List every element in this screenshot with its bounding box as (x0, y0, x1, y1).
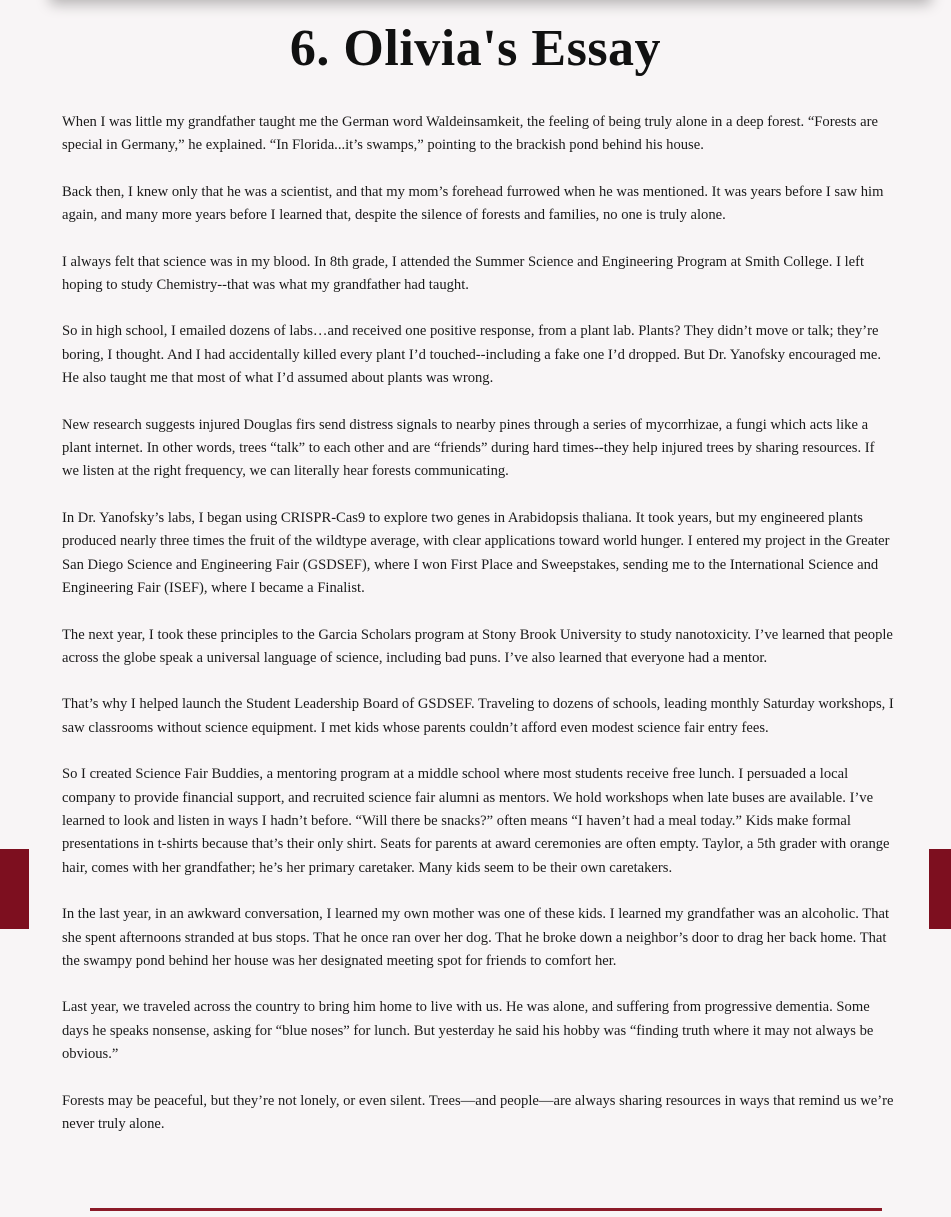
next-slide-tab[interactable] (929, 849, 951, 929)
essay-paragraph: Forests may be peaceful, but they’re not lonely, or even silent. Trees—and people—are always sharing resources in ways that remind us we’re never truly alone. (62, 1092, 894, 1132)
essay-paragraph: So I created Science Fair Buddies, a mentoring program at a middle school where most students receive free lunch. I persuaded a local company to provide financial support, and recruited science fair alumni as mentors. We hold workshops when late buses are available. I’ve learned to look and listen in ways I hadn’t before. “Will there be snacks?” often means “I haven’t had a meal today.” Kids make formal presentations in t-shirts because that’s their only shirt. Seats for parents at award ceremonies are often empty. Taylor, a 5th grader with orange hair, comes with her grandfather; he’s her primary caretaker. Many kids seem to be their own caretakers. (62, 766, 890, 876)
essay-body (62, 111, 894, 1159)
previous-slide-tab[interactable] (0, 849, 29, 929)
essay-paragraph: I always felt that science was in my blood. In 8th grade, I attended the Summer Science and Engineering Program at Smith College. I left hoping to study Chemistry--that was what my grandfather had taught. (62, 253, 865, 294)
essay-paragraph: Last year, we traveled across the country to bring him home to live with us. He was alone, and suffering from progressive dementia. Some days he speaks nonsense, asking for “blue noses” for lunch. But yesterday he said his hobby was “finding truth where it may not always be obvious.” (62, 999, 874, 1063)
essay-paragraph: When I was little my grandfather taught me the German word Waldeinsamkeit, the feeling of being truly alone in a deep forest. “Forests are special in Germany,” he explained. “In Florida...it’s swamps,” pointing to the brackish pond behind his house. (62, 114, 878, 154)
essay-paragraph: So in high school, I emailed dozens of labs…and received one positive response, from a plant lab. Plants? They didn’t move or talk; they’re boring, I thought. And I had accidentally killed every plant I’d touched--including a fake one I’d dropped. But Dr. Yanofsky encouraged me. He also taught me that most of what I’d assumed about plants was wrong. (62, 323, 882, 387)
essay-paragraph: Back then, I knew only that he was a scientist, and that my mom’s forehead furrowed when he was mentioned. It was years before I saw him again, and many more years before I learned that, despite the silence of forests and families, no one is truly alone. (62, 183, 884, 224)
essay-paragraph: In the last year, in an awkward conversation, I learned my own mother was one of these kids. I learned my grandfather was an alcoholic. That she spent afternoons stranded at bus stops. That he once ran over her dog. That he broke down a neighbor’s door to drag her back home. That the swampy pond behind her house was her designated meeting spot for friends to comfort her. (62, 906, 890, 969)
page-title: 6. Olivia's Essay (289, 20, 662, 77)
essay-paragraph: New research suggests injured Douglas firs send distress signals to nearby pines through a series of mycorrhizae, a fungi which acts like a plant internet. In other words, trees “talk” to each other and are “friends” during hard times--they help injured trees by sharing resources. If we listen at the right frequency, we can literally hear forests communicating. (62, 416, 875, 480)
essay-paragraph: The next year, I took these principles to the Garcia Scholars program at Stony Brook University to study nanotoxicity. I’ve learned that people across the globe speak a universal language of science, including bad puns. I’ve also learned that everyone had a mentor. (62, 626, 893, 666)
bottom-divider (90, 1208, 882, 1211)
essay-paragraph: In Dr. Yanofsky’s labs, I began using CRISPR-Cas9 to explore two genes in Arabidopsis thaliana. It took years, but my engineered plants produced nearly three times the fruit of the wildtype average, with clear applications toward world hunger. I entered my project in the Greater San Diego Science and Engineering Fair (GSDSEF), where I won First Place and Sweepstakes, sending me to the International Science and Engineering Fair (ISEF), where I became a Finalist. (62, 509, 890, 597)
essay-paragraph: That’s why I helped launch the Student Leadership Board of GSDSEF. Traveling to dozens of schools, leading monthly Saturday workshops, I saw classrooms without science equipment. I met kids whose parents couldn’t afford even modest science fair entry fees. (62, 696, 894, 736)
